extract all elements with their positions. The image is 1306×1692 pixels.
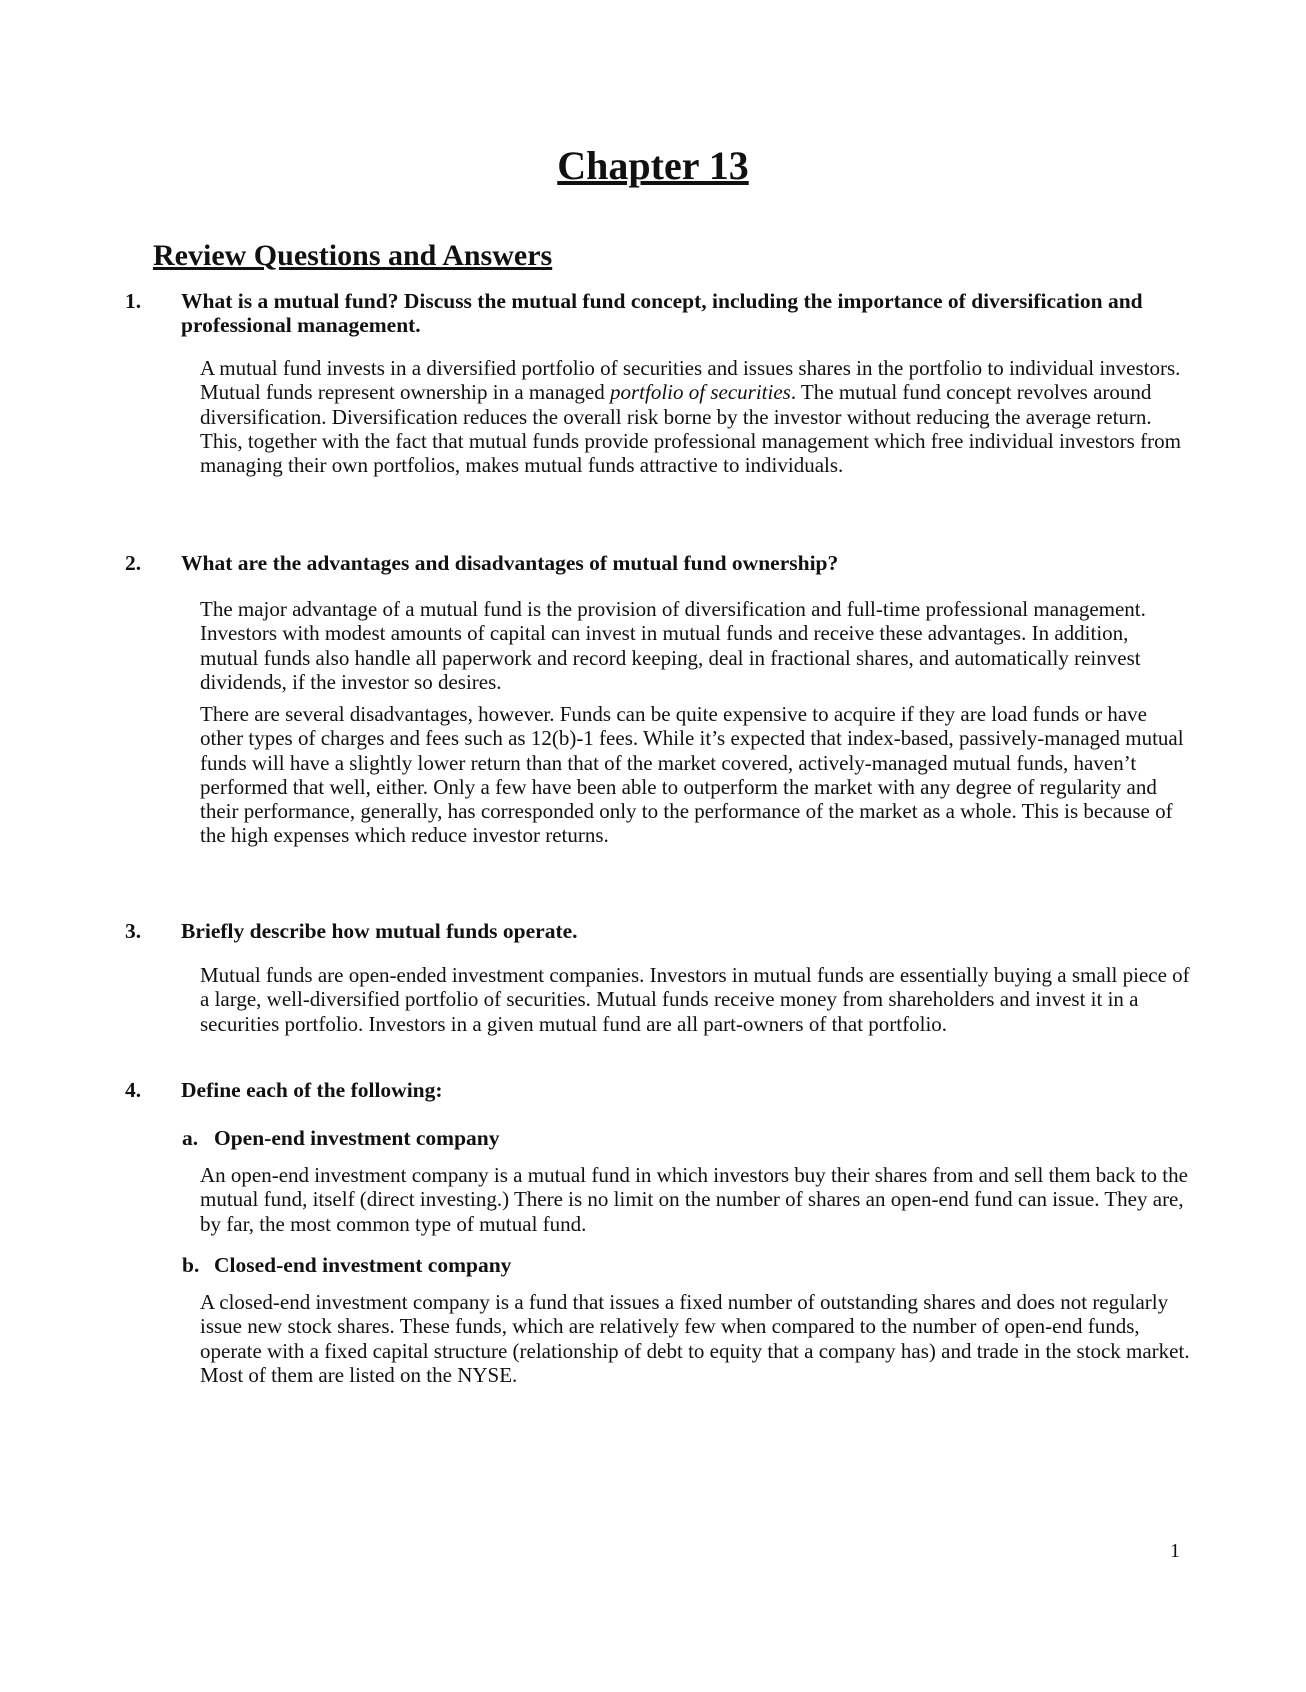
subitem-a-answer: An open-end investment company is a mutual fund in which investors buy their shares from and sell them back to the mutual fund, itself (direct investing.) There is no limit on the number of shares an open-end fund can issue. They are, by far, the most common type of mutual fund.: [200, 1163, 1188, 1236]
answer-text: A mutual fund invests in a diversified portfolio of securities and issues shares in the portfolio to individual investors. Mutual funds represent ownership in a managed: [200, 356, 1181, 405]
question-number: 4.: [125, 1078, 142, 1102]
question-1: [125, 289, 1193, 337]
section-title: Review Questions and Answers: [153, 239, 553, 272]
answer-2-paragraph-2: There are several disadvantages, however. Funds can be quite expensive to acquire if they are load funds or have other types of charges and fees such as 12(b)-1 fees. While it’s expected that index-based, passively-managed mutual funds will have a slightly lower return than that of the market covered, actively-managed mutual funds, haven’t performed that well, either. Only a few have been able to outperform the market with any degree of regularity and their performance, generally, has corresponded only to the performance of the market as a whole. This is because of the high expenses which reduce investor returns.: [200, 702, 1184, 848]
question-number: 3.: [125, 919, 142, 943]
question-text: Briefly describe how mutual funds operate.: [181, 919, 578, 943]
question-2: [125, 551, 1193, 576]
subitem-a-heading: [182, 1127, 1182, 1151]
answer-2-paragraph-1: The major advantage of a mutual fund is the provision of diversification and full-time professional management. Investors with modest amounts of capital can invest in mutual funds and receive these advantages. In addition, mutual funds also handle all paperwork and record keeping, deal in fractional shares, and automatically reinvest dividends, if the investor so desires.: [200, 597, 1146, 694]
page-number: 1: [1170, 1540, 1180, 1562]
answer-text: . The mutual fund concept revolves around diversification. Diversification reduces the overall risk borne by the investor without reducing the average return. This, together with the fact that mutual funds provide professional management which free individual investors from managing their own portfolios, makes mutual funds attractive to individuals.: [200, 380, 1181, 478]
subitem-letter: a.: [182, 1126, 199, 1150]
question-number: 2.: [125, 551, 142, 575]
subitem-title: Closed-end investment company: [214, 1253, 512, 1277]
question-3: [125, 919, 1193, 944]
question-4: [125, 1078, 1193, 1103]
question-text: Define each of the following:: [181, 1078, 443, 1102]
subitem-b-heading: [182, 1254, 1182, 1278]
chapter-title: Chapter 13: [557, 143, 749, 188]
answer-1: [200, 356, 1190, 477]
subitem-b-answer: A closed-end investment company is a fund that issues a fixed number of outstanding shares and does not regularly issue new stock shares. These funds, which are relatively few when compared to the number of open-end funds, operate with a fixed capital structure (relationship of debt to equity that a company has) and trade in the stock market. Most of them are listed on the NYSE.: [200, 1290, 1190, 1387]
answer-3: Mutual funds are open-ended investment companies. Investors in mutual funds are essentially buying a small piece of a large, well-diversified portfolio of securities. Mutual funds receive money from shareholders and invest it in a securities portfolio. Investors in a given mutual fund are all part-owners of that portfolio.: [200, 963, 1190, 1036]
subitem-title: Open-end investment company: [214, 1126, 500, 1150]
question-number: 1.: [125, 289, 142, 313]
answer-italic-text: portfolio of securities: [609, 380, 791, 405]
subitem-letter: b.: [182, 1253, 200, 1277]
question-text: What is a mutual fund? Discuss the mutual fund concept, including the importance of diversification and professional management.: [181, 289, 1143, 337]
question-text: What are the advantages and disadvantages of mutual fund ownership?: [181, 551, 839, 575]
